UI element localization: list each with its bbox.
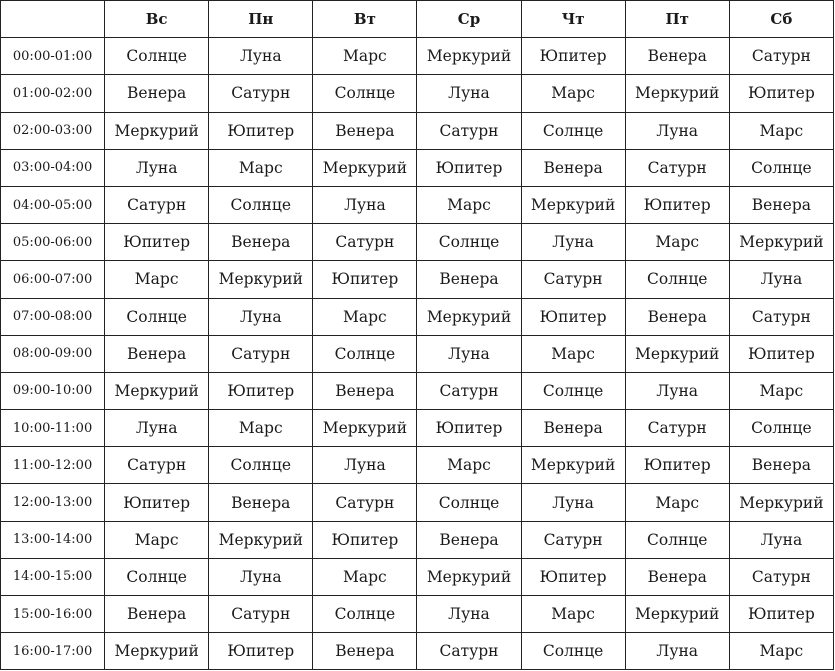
planet-cell-monday: Луна [209, 38, 313, 75]
planet-cell-friday: Сатурн [625, 410, 729, 447]
planet-cell-friday: Солнце [625, 261, 729, 298]
planet-cell-thursday: Луна [521, 484, 625, 521]
planet-cell-thursday: Сатурн [521, 261, 625, 298]
planet-cell-wednesday: Сатурн [417, 112, 521, 149]
planet-cell-wednesday: Юпитер [417, 149, 521, 186]
planet-cell-tuesday: Юпитер [313, 521, 417, 558]
header-corner-cell [1, 1, 105, 38]
planet-cell-wednesday: Солнце [417, 224, 521, 261]
table-row [1, 372, 834, 409]
planet-cell-friday: Луна [625, 633, 729, 670]
planet-cell-sunday: Меркурий [105, 112, 209, 149]
time-range-cell: 07:00-08:00 [1, 298, 105, 335]
planet-cell-tuesday: Сатурн [313, 224, 417, 261]
table-row [1, 38, 834, 75]
planet-cell-tuesday: Луна [313, 447, 417, 484]
planet-cell-friday: Юпитер [625, 447, 729, 484]
header-day-monday: Пн [209, 1, 313, 38]
planet-cell-wednesday: Луна [417, 596, 521, 633]
planet-cell-monday: Марс [209, 410, 313, 447]
table-row [1, 410, 834, 447]
time-range-cell: 09:00-10:00 [1, 372, 105, 409]
planet-cell-saturday: Марс [729, 112, 833, 149]
planet-cell-monday: Меркурий [209, 521, 313, 558]
planet-cell-tuesday: Венера [313, 633, 417, 670]
planet-cell-tuesday: Меркурий [313, 149, 417, 186]
planet-cell-monday: Юпитер [209, 633, 313, 670]
time-range-cell: 02:00-03:00 [1, 112, 105, 149]
planet-cell-tuesday: Луна [313, 186, 417, 223]
planet-cell-saturday: Марс [729, 633, 833, 670]
planet-cell-thursday: Меркурий [521, 447, 625, 484]
planet-cell-sunday: Солнце [105, 558, 209, 595]
planet-cell-wednesday: Венера [417, 521, 521, 558]
planet-cell-wednesday: Луна [417, 335, 521, 372]
planet-cell-thursday: Венера [521, 149, 625, 186]
time-range-cell: 16:00-17:00 [1, 633, 105, 670]
planet-cell-saturday: Юпитер [729, 75, 833, 112]
planet-cell-sunday: Луна [105, 410, 209, 447]
planet-cell-monday: Венера [209, 484, 313, 521]
planet-cell-thursday: Сатурн [521, 521, 625, 558]
header-day-thursday: Чт [521, 1, 625, 38]
planet-cell-sunday: Сатурн [105, 186, 209, 223]
planet-cell-sunday: Меркурий [105, 633, 209, 670]
header-row [1, 1, 834, 38]
header-day-friday: Пт [625, 1, 729, 38]
table-row [1, 298, 834, 335]
header-day-wednesday: Ср [417, 1, 521, 38]
planet-cell-sunday: Сатурн [105, 447, 209, 484]
table-row [1, 335, 834, 372]
table-row [1, 447, 834, 484]
planet-cell-saturday: Солнце [729, 410, 833, 447]
time-range-cell: 11:00-12:00 [1, 447, 105, 484]
planet-cell-thursday: Марс [521, 75, 625, 112]
table-row [1, 224, 834, 261]
planet-cell-saturday: Марс [729, 372, 833, 409]
planet-cell-monday: Марс [209, 149, 313, 186]
planet-cell-friday: Меркурий [625, 75, 729, 112]
planet-cell-monday: Сатурн [209, 335, 313, 372]
table-row [1, 149, 834, 186]
planet-cell-sunday: Венера [105, 596, 209, 633]
planet-cell-tuesday: Солнце [313, 596, 417, 633]
time-range-cell: 14:00-15:00 [1, 558, 105, 595]
header-day-sunday: Вс [105, 1, 209, 38]
time-range-cell: 15:00-16:00 [1, 596, 105, 633]
planet-cell-friday: Марс [625, 224, 729, 261]
planet-cell-friday: Солнце [625, 521, 729, 558]
planet-cell-friday: Сатурн [625, 149, 729, 186]
table-row [1, 484, 834, 521]
planet-cell-monday: Солнце [209, 186, 313, 223]
planet-cell-friday: Юпитер [625, 186, 729, 223]
planet-cell-thursday: Марс [521, 596, 625, 633]
planet-cell-saturday: Сатурн [729, 298, 833, 335]
table-row [1, 596, 834, 633]
planet-cell-wednesday: Сатурн [417, 633, 521, 670]
planet-cell-wednesday: Луна [417, 75, 521, 112]
time-range-cell: 12:00-13:00 [1, 484, 105, 521]
time-range-cell: 10:00-11:00 [1, 410, 105, 447]
table-header [1, 1, 834, 38]
planet-cell-monday: Сатурн [209, 75, 313, 112]
planet-cell-saturday: Солнце [729, 149, 833, 186]
planet-cell-friday: Меркурий [625, 335, 729, 372]
table-row [1, 75, 834, 112]
planet-cell-monday: Юпитер [209, 112, 313, 149]
planet-cell-tuesday: Юпитер [313, 261, 417, 298]
planet-cell-saturday: Меркурий [729, 484, 833, 521]
planet-cell-monday: Сатурн [209, 596, 313, 633]
planet-cell-saturday: Луна [729, 261, 833, 298]
table-body [1, 38, 834, 670]
planet-cell-tuesday: Солнце [313, 335, 417, 372]
planet-cell-monday: Луна [209, 558, 313, 595]
table-row [1, 558, 834, 595]
table-row [1, 261, 834, 298]
planet-cell-sunday: Марс [105, 521, 209, 558]
planet-cell-tuesday: Сатурн [313, 484, 417, 521]
planet-cell-monday: Юпитер [209, 372, 313, 409]
table-row [1, 521, 834, 558]
planet-cell-wednesday: Сатурн [417, 372, 521, 409]
planet-cell-thursday: Марс [521, 335, 625, 372]
time-range-cell: 04:00-05:00 [1, 186, 105, 223]
planet-cell-friday: Меркурий [625, 596, 729, 633]
planet-cell-wednesday: Юпитер [417, 410, 521, 447]
planet-cell-monday: Солнце [209, 447, 313, 484]
planet-cell-monday: Меркурий [209, 261, 313, 298]
planet-cell-wednesday: Солнце [417, 484, 521, 521]
table-row [1, 186, 834, 223]
planet-cell-monday: Венера [209, 224, 313, 261]
planet-cell-tuesday: Венера [313, 112, 417, 149]
time-range-cell: 13:00-14:00 [1, 521, 105, 558]
planet-cell-sunday: Солнце [105, 38, 209, 75]
header-day-saturday: Сб [729, 1, 833, 38]
planet-cell-sunday: Меркурий [105, 372, 209, 409]
planet-cell-thursday: Юпитер [521, 298, 625, 335]
time-range-cell: 08:00-09:00 [1, 335, 105, 372]
header-day-tuesday: Вт [313, 1, 417, 38]
planet-cell-thursday: Венера [521, 410, 625, 447]
planet-cell-sunday: Венера [105, 335, 209, 372]
planet-cell-tuesday: Марс [313, 38, 417, 75]
planet-cell-saturday: Луна [729, 521, 833, 558]
planet-cell-tuesday: Венера [313, 372, 417, 409]
planet-cell-friday: Венера [625, 38, 729, 75]
time-range-cell: 01:00-02:00 [1, 75, 105, 112]
planet-cell-wednesday: Марс [417, 186, 521, 223]
time-range-cell: 00:00-01:00 [1, 38, 105, 75]
planet-cell-monday: Луна [209, 298, 313, 335]
planet-cell-sunday: Луна [105, 149, 209, 186]
planet-cell-saturday: Венера [729, 447, 833, 484]
planet-cell-sunday: Марс [105, 261, 209, 298]
planet-cell-wednesday: Венера [417, 261, 521, 298]
planet-cell-saturday: Юпитер [729, 335, 833, 372]
planet-cell-sunday: Венера [105, 75, 209, 112]
planet-cell-tuesday: Меркурий [313, 410, 417, 447]
planet-cell-wednesday: Марс [417, 447, 521, 484]
time-range-cell: 06:00-07:00 [1, 261, 105, 298]
planet-cell-tuesday: Марс [313, 558, 417, 595]
planet-cell-thursday: Солнце [521, 633, 625, 670]
planet-cell-thursday: Юпитер [521, 558, 625, 595]
time-range-cell: 03:00-04:00 [1, 149, 105, 186]
planet-cell-saturday: Меркурий [729, 224, 833, 261]
planet-cell-thursday: Юпитер [521, 38, 625, 75]
table-row [1, 112, 834, 149]
planet-cell-friday: Луна [625, 372, 729, 409]
planet-cell-thursday: Луна [521, 224, 625, 261]
planet-cell-friday: Венера [625, 558, 729, 595]
planet-cell-sunday: Юпитер [105, 484, 209, 521]
planet-cell-saturday: Сатурн [729, 38, 833, 75]
planet-cell-sunday: Солнце [105, 298, 209, 335]
planet-cell-friday: Марс [625, 484, 729, 521]
planet-cell-thursday: Солнце [521, 112, 625, 149]
planet-cell-thursday: Солнце [521, 372, 625, 409]
table-row [1, 633, 834, 670]
planet-cell-sunday: Юпитер [105, 224, 209, 261]
time-range-cell: 05:00-06:00 [1, 224, 105, 261]
planet-cell-thursday: Меркурий [521, 186, 625, 223]
planet-cell-friday: Луна [625, 112, 729, 149]
planet-cell-friday: Венера [625, 298, 729, 335]
planet-cell-tuesday: Марс [313, 298, 417, 335]
planet-cell-wednesday: Меркурий [417, 38, 521, 75]
planet-cell-saturday: Сатурн [729, 558, 833, 595]
planet-cell-tuesday: Солнце [313, 75, 417, 112]
planet-cell-wednesday: Меркурий [417, 298, 521, 335]
planet-cell-saturday: Венера [729, 186, 833, 223]
planet-cell-saturday: Юпитер [729, 596, 833, 633]
planet-cell-wednesday: Меркурий [417, 558, 521, 595]
